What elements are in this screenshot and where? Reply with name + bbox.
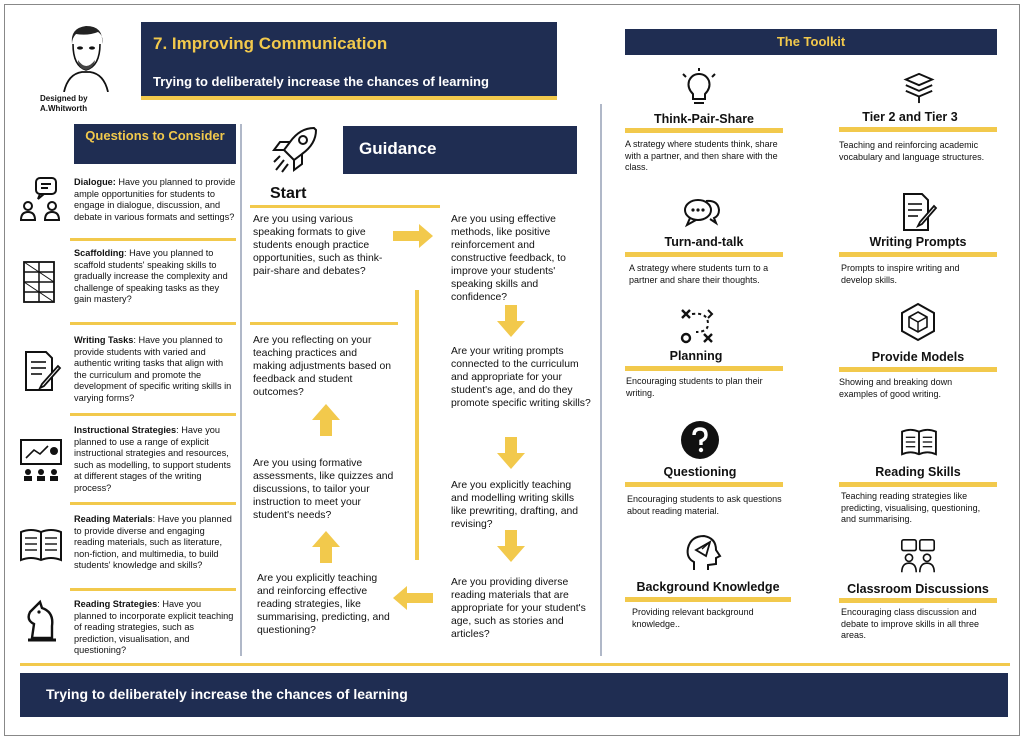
accent-bar xyxy=(839,367,997,372)
toolkit-desc-questioning: Encouraging students to ask questions about reading material. xyxy=(627,494,782,516)
toolkit-title-classroom-discussions: Classroom Discussions xyxy=(847,582,989,596)
rocket-icon xyxy=(270,124,320,176)
accent-bar xyxy=(250,322,398,325)
toolkit-desc-writing-prompts: Prompts to inspire writing and develop skills. xyxy=(841,263,960,285)
designed-by: Designed by A.Whitworth xyxy=(40,94,88,113)
arrow-up-icon xyxy=(312,404,340,436)
footer-banner xyxy=(20,673,1008,717)
arrow-down-icon xyxy=(497,305,525,337)
arrow-down-icon xyxy=(497,437,525,469)
strategy-plan-icon xyxy=(678,306,718,346)
accent-bar xyxy=(625,597,791,602)
divider xyxy=(70,588,236,591)
toolkit-title-provide-models: Provide Models xyxy=(871,350,965,364)
guidance-step-3: Are your writing prompts connected to the curriculum and appropriate for your student's age, and do they promote specific writing skills? xyxy=(451,346,591,409)
toolkit-desc-classroom-discussions: Encouraging class discussion and debate to improve skills in all three areas. xyxy=(841,607,980,640)
divider xyxy=(70,238,236,241)
guidance-step-7: Are you using formative assessments, like quizzes and discussions, to tailor your instruction to meet your student's needs? xyxy=(253,458,394,521)
dialogue-icon xyxy=(18,176,64,222)
toolkit-title-tier-2-and-tier-3: Tier 2 and Tier 3 xyxy=(862,110,958,124)
guidance-step-8: Are you reflecting on your teaching practices and making adjustments based on feedback and student outcomes? xyxy=(253,335,392,398)
accent-bar xyxy=(625,482,783,487)
cube-model-icon xyxy=(898,302,938,342)
author-portrait-icon xyxy=(58,22,114,92)
toolkit-desc-reading-skills: Teaching reading strategies like predicting, visualising, questioning, and summarising. xyxy=(841,491,981,524)
thinking-head-icon xyxy=(682,532,722,572)
chat-bubbles-icon xyxy=(682,192,722,232)
toolkit-title-background-knowledge: Background Knowledge xyxy=(636,580,780,594)
discussion-people-icon xyxy=(900,538,936,574)
divider xyxy=(70,502,236,505)
book-icon xyxy=(18,522,64,568)
accent-bar xyxy=(839,598,997,603)
toolkit-title-turn-and-talk: Turn-and-talk xyxy=(664,235,744,249)
guidance-heading: Guidance xyxy=(343,126,577,174)
scaffolding-icon xyxy=(18,258,64,304)
question-instructional-strategies: Instructional Strategies: Have you planned to use a range of explicit instructional strategies and resources, such as modelling, to support students at different stages of the writing process? xyxy=(74,425,231,493)
layers-icon xyxy=(900,72,938,104)
document-pen-icon xyxy=(898,192,938,232)
column-divider xyxy=(600,104,602,656)
question-reading-strategies: Reading Strategies: Have you planned to incorporate explicit teaching of reading strategies, such as prediction, visualisation, and questioning? xyxy=(74,599,234,655)
divider xyxy=(70,413,236,416)
question-dialogue: Dialogue: Have you planned to provide ample opportunities for students to engage in dialogue, discussion, and debate in various formats and settings? xyxy=(74,177,236,222)
chess-knight-icon xyxy=(18,598,64,644)
footer-accent-line xyxy=(20,663,1010,666)
writing-icon xyxy=(18,348,64,394)
arrow-up-icon xyxy=(312,531,340,563)
toolkit-title-planning: Planning xyxy=(669,349,723,363)
toolkit-desc-turn-and-talk: A strategy where students turn to a partner and share their thoughts. xyxy=(629,263,769,285)
guidance-step-4: Are you explicitly teaching and modelling writing skills like prewriting, drafting, and revising? xyxy=(451,480,579,530)
accent-bar xyxy=(625,366,783,371)
start-label: Start xyxy=(270,185,307,202)
divider xyxy=(70,322,236,325)
accent-bar xyxy=(250,205,440,208)
questions-heading: Questions to Consider xyxy=(74,124,236,164)
guidance-step-1: Are you using various speaking formats to give students enough practice opportunities, such as think-pair-share and debates? xyxy=(253,214,383,277)
page-title: 7. Improving Communication xyxy=(153,34,388,53)
toolkit-desc-background-knowledge: Providing relevant background knowledge.. xyxy=(632,607,754,629)
toolkit-desc-think-pair-share: A strategy where students think, share with a partner, and then share with the class. xyxy=(625,139,778,172)
lightbulb-icon xyxy=(679,68,719,108)
presentation-icon xyxy=(18,436,64,482)
accent-bar xyxy=(839,127,997,132)
arrow-right-icon xyxy=(393,224,433,248)
toolkit-title-think-pair-share: Think-Pair-Share xyxy=(653,112,755,126)
guidance-step-6: Are you explicitly teaching and reinforcing effective reading strategies, like summarising, predicting, and questioning? xyxy=(257,573,390,636)
accent-bar xyxy=(625,128,783,133)
guidance-step-5: Are you providing diverse reading materials that are appropriate for your student's age, such as stories and articles? xyxy=(451,577,586,640)
footer-text: Trying to deliberately increase the chances of learning xyxy=(46,686,408,702)
question-mark-icon xyxy=(680,420,720,460)
toolkit-title-reading-skills: Reading Skills xyxy=(875,465,961,479)
question-reading-materials: Reading Materials: Have you planned to provide diverse and engaging reading materials, such as literature, non-fiction, and multimedia, to build students' knowledge and skills? xyxy=(74,514,232,570)
arrow-down-icon xyxy=(497,530,525,562)
question-writing-tasks: Writing Tasks: Have you planned to provide students with varied and authentic writing tasks that align with the curriculum and promote the development of specific writing skills in varying forms? xyxy=(74,335,232,403)
toolkit-desc-tier-2-and-tier-3: Teaching and reinforcing academic vocabulary and language structures. xyxy=(839,140,985,162)
accent-bar xyxy=(839,482,997,487)
question-scaffolding: Scaffolding: Have you planned to scaffold students' speaking skills to gradually increase the complexity and challenge of speaking tasks as they gain mastery? xyxy=(74,248,228,304)
page-subtitle: Trying to deliberately increase the chances of learning xyxy=(153,74,489,89)
toolkit-desc-provide-models: Showing and breaking down examples of good writing. xyxy=(839,377,953,399)
accent-bar xyxy=(625,252,783,257)
toolkit-title-questioning: Questioning xyxy=(663,465,737,479)
open-book-icon xyxy=(900,426,938,458)
column-divider xyxy=(240,124,242,656)
toolkit-desc-planning: Encouraging students to plan their writing. xyxy=(626,376,763,398)
flow-line xyxy=(415,290,419,560)
arrow-left-icon xyxy=(393,586,433,610)
guidance-step-2: Are you using effective methods, like positive reinforcement and constructive feedback, to improve your students' speaking skills and confidence? xyxy=(451,214,566,303)
page-header xyxy=(141,22,557,100)
toolkit-heading: The Toolkit xyxy=(625,29,997,55)
toolkit-title-writing-prompts: Writing Prompts xyxy=(869,235,967,249)
accent-bar xyxy=(839,252,997,257)
